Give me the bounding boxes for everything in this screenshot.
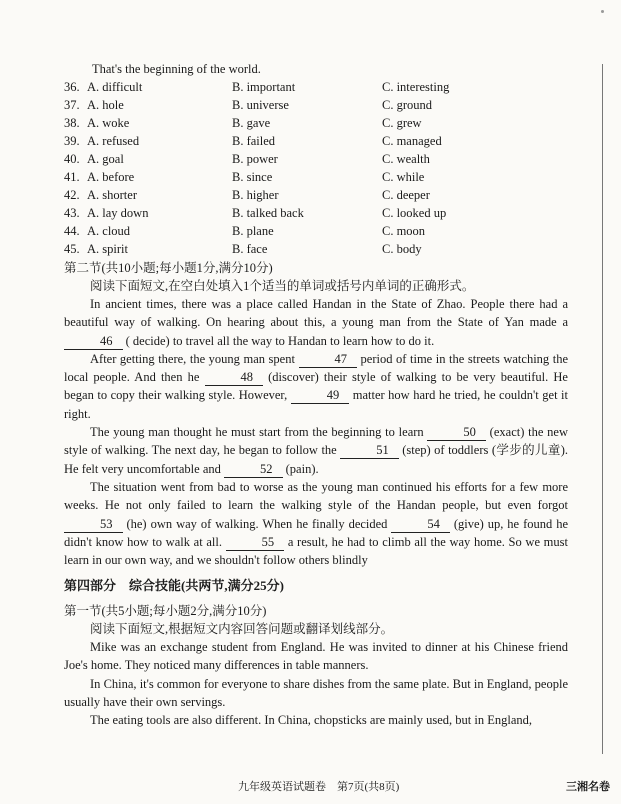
- choice-c: C. deeper: [382, 188, 430, 202]
- part4-heading: 第四部分 综合技能(共两节,满分25分): [64, 578, 284, 593]
- blank-55: 55: [226, 535, 285, 551]
- choice-b: B. important: [232, 80, 296, 94]
- choice-num: 38.: [64, 116, 80, 130]
- choice-b: B. plane: [232, 224, 274, 238]
- cloze-passage: [64, 295, 568, 569]
- passage-text: (discover) their style of walking to be very beautiful. He began to copy their walking style. However,: [64, 370, 568, 403]
- blank-52: 52: [224, 462, 283, 478]
- blank-50: 50: [427, 425, 486, 441]
- choice-num: 41.: [64, 170, 80, 184]
- choice-a: A. spirit: [87, 242, 128, 256]
- section2-heading: 第二节(共10小题;每小题1分,满分10分): [64, 261, 273, 275]
- choice-c: C. while: [382, 170, 425, 184]
- corner-mark: [601, 10, 604, 13]
- choice-a: A. before: [87, 170, 135, 184]
- passage-text: matter how hard he tried, he couldn't get it right.: [64, 388, 568, 421]
- choice-num: 45.: [64, 242, 80, 256]
- blank-47: 47: [299, 352, 358, 368]
- reading-paragraph: The eating tools are also different. In China, chopsticks are mainly used, but in England,: [90, 713, 533, 728]
- passage-paragraph: [64, 350, 568, 423]
- choice-a: A. difficult: [87, 80, 143, 94]
- choice-b: B. universe: [232, 98, 289, 112]
- blank-49: 49: [291, 388, 350, 404]
- reading-paragraph: In China, it's common for everyone to share dishes from the same plate. But in England, people usually have their own servings.: [64, 676, 568, 709]
- reading-paragraph: Mike was an exchange student from England. He was invited to dinner at his Chinese friend Joe's home. They noticed many differences in table manners.: [64, 640, 568, 673]
- page-footer: 九年级英语试题卷 第7页(共8页): [238, 781, 400, 793]
- choice-c: C. body: [382, 242, 422, 256]
- choice-a: A. cloud: [87, 224, 131, 238]
- choice-c: C. interesting: [382, 80, 450, 94]
- blank-53: 53: [64, 517, 123, 533]
- blank-54: 54: [391, 517, 450, 533]
- passage-text: In ancient times, there was a place called Handan in the State of Zhao. People there had a beautiful way of walking. On hearing about this, a young man from the State of Yan made a: [64, 297, 568, 330]
- choice-c: C. managed: [382, 134, 442, 148]
- intro-line: That's the beginning of the world.: [92, 62, 261, 76]
- choice-num: 40.: [64, 152, 80, 166]
- choice-c: C. grew: [382, 116, 422, 130]
- choice-c: C. looked up: [382, 206, 447, 220]
- passage-paragraph: [64, 295, 568, 350]
- choice-b: B. higher: [232, 188, 279, 202]
- passage-text: (step) of toddlers (学步的儿童). He felt very uncomfortable and: [64, 443, 568, 476]
- choice-num: 39.: [64, 134, 80, 148]
- section2-instruction: 阅读下面短文,在空白处填入1个适当的单词或括号内单词的正确形式。: [90, 279, 475, 293]
- passage-text: (give) up, he found he didn't know how to walk at all.: [64, 516, 569, 549]
- choice-b: B. since: [232, 170, 273, 184]
- choice-num: 37.: [64, 98, 80, 112]
- passage-text: The young man thought he must start from the beginning to learn: [90, 425, 428, 440]
- choice-a: A. hole: [87, 98, 124, 112]
- choice-num: 43.: [64, 206, 80, 220]
- choice-a: A. refused: [87, 134, 140, 148]
- choice-num: 44.: [64, 224, 80, 238]
- passage-text: After getting there, the young man spent: [90, 351, 299, 366]
- blank-48: 48: [205, 370, 264, 386]
- choice-a: A. shorter: [87, 188, 137, 202]
- passage-text: (exact) the new style of walking. The next day, he began to follow the: [64, 425, 568, 458]
- passage-paragraph: [64, 478, 568, 569]
- passage-text: The situation went from bad to worse as the young man continued his efforts for a few more weeks. He not only failed to learn the walking style of the Handan people, but even forgot: [64, 479, 568, 513]
- choice-a: A. goal: [87, 152, 124, 166]
- choice-c: C. ground: [382, 98, 432, 112]
- choice-b: B. talked back: [232, 206, 304, 220]
- choice-b: B. power: [232, 152, 278, 166]
- part4-instruction: 阅读下面短文,根据短文内容回答问题或翻译划线部分。: [90, 622, 394, 636]
- choice-b: B. failed: [232, 134, 276, 148]
- choice-b: B. gave: [232, 116, 271, 130]
- choice-num: 42.: [64, 188, 80, 202]
- passage-text: (he) own way of walking. When he finally decided: [122, 516, 392, 531]
- blank-51: 51: [340, 443, 399, 459]
- choice-b: B. face: [232, 242, 268, 256]
- part4-section1-heading: 第一节(共5小题;每小题2分,满分10分): [64, 604, 267, 618]
- publisher-mark: 三湘名卷: [566, 781, 610, 793]
- margin-rule: [602, 64, 603, 754]
- choice-a: A. lay down: [87, 206, 149, 220]
- blank-46: 46: [64, 334, 123, 350]
- passage-text: (pain).: [282, 461, 319, 476]
- choice-c: C. wealth: [382, 152, 430, 166]
- choice-a: A. woke: [87, 116, 130, 130]
- reading-passage: [64, 638, 568, 729]
- choice-c: C. moon: [382, 224, 426, 238]
- passage-text: a result, he had to climb all the way home. So we must learn in our own way, and we shouldn't follow others blindly: [64, 534, 568, 568]
- passage-text: ( decide) to travel all the way to Handan to learn how to do it.: [122, 333, 435, 348]
- choice-num: 36.: [64, 80, 80, 94]
- passage-text: period of time in the streets watching the local people. And then he: [64, 351, 568, 385]
- passage-paragraph: [64, 423, 568, 478]
